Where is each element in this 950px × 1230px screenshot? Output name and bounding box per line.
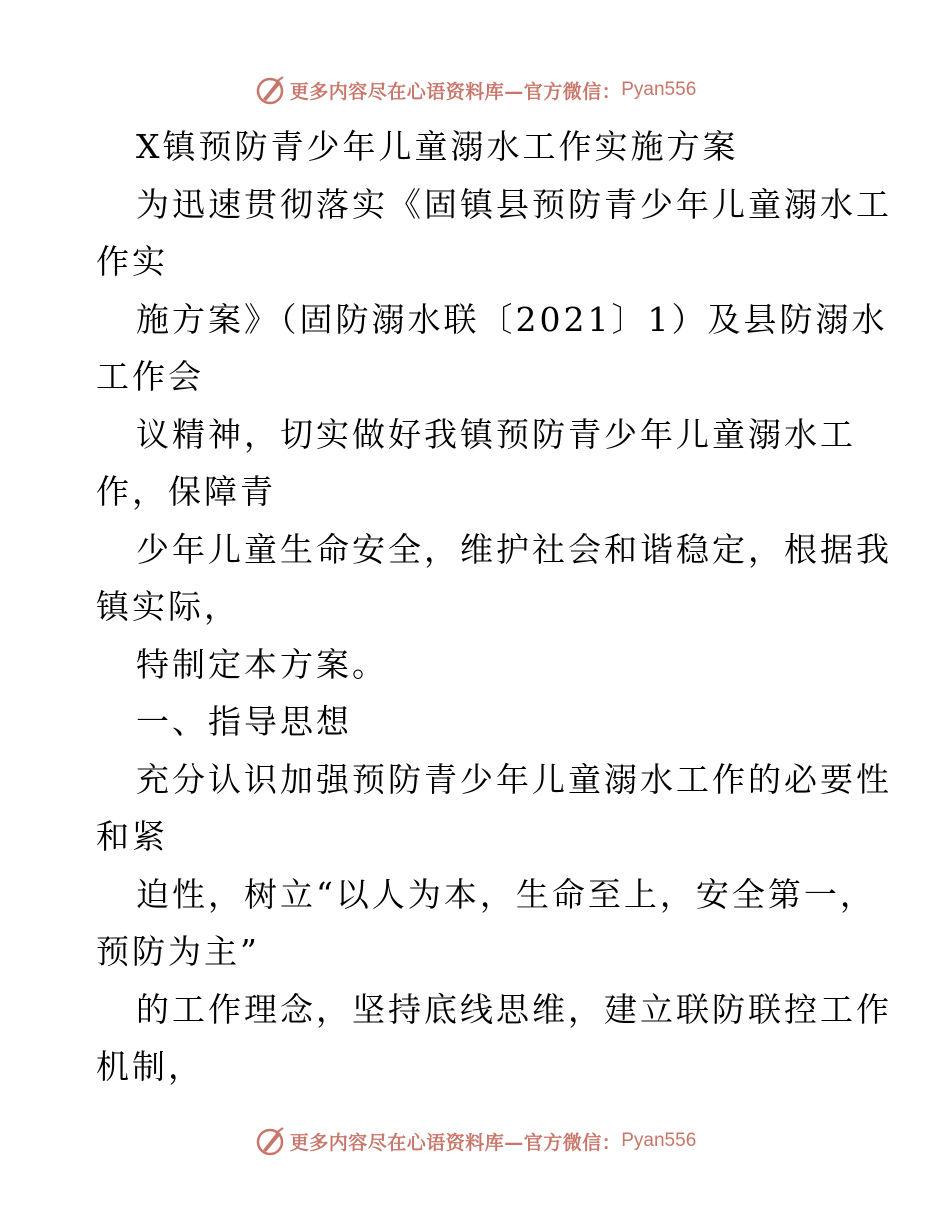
paragraph-line: 特制定本方案。 [136,644,388,684]
paragraph-line: 迫性，树立“以人为本，生命至上，安全第一， [136,874,876,914]
paragraph-line: 充分认识加强预防青少年儿童溺水工作的必要性 [136,759,892,799]
paragraph-line: 预防为主” [96,932,260,971]
watermark-wechat-id: Pyan556 [621,79,697,100]
quill-pen-logo-icon [254,1125,286,1157]
header-watermark [0,70,950,110]
watermark-text: 更多内容尽在心语资料库—官方微信： [289,1131,622,1154]
document-body [96,118,892,1096]
footer-watermark [0,1121,950,1161]
paragraph-line: 作，保障青 [96,472,276,511]
section-heading: 一、指导思想 [136,702,352,741]
paragraph-line: 作实 [96,242,168,281]
watermark-text: 更多内容尽在心语资料库—官方微信： [289,80,622,103]
paragraph-line: 为迅速贯彻落实《固镇县预防青少年儿童溺水工 [136,184,892,224]
paragraph-line: 议精神，切实做好我镇预防青少年儿童溺水工 [136,414,856,454]
watermark-wechat-id: Pyan556 [621,1130,697,1151]
paragraph-line: 机制， [96,1047,204,1086]
paragraph-line: 工作会 [96,357,204,396]
document-title: X镇预防青少年儿童溺水工作实施方案 [136,127,739,166]
paragraph-line: 和紧 [96,817,168,856]
paragraph-line: 的工作理念，坚持底线思维，建立联防联控工作 [136,989,892,1029]
quill-pen-logo-icon [254,74,286,106]
paragraph-line: 少年儿童生命安全，维护社会和谐稳定，根据我 [136,529,892,569]
paragraph-line: 施方案》（固防溺水联〔2021〕1）及县防溺水 [136,299,888,339]
paragraph-line: 镇实际， [96,587,240,626]
